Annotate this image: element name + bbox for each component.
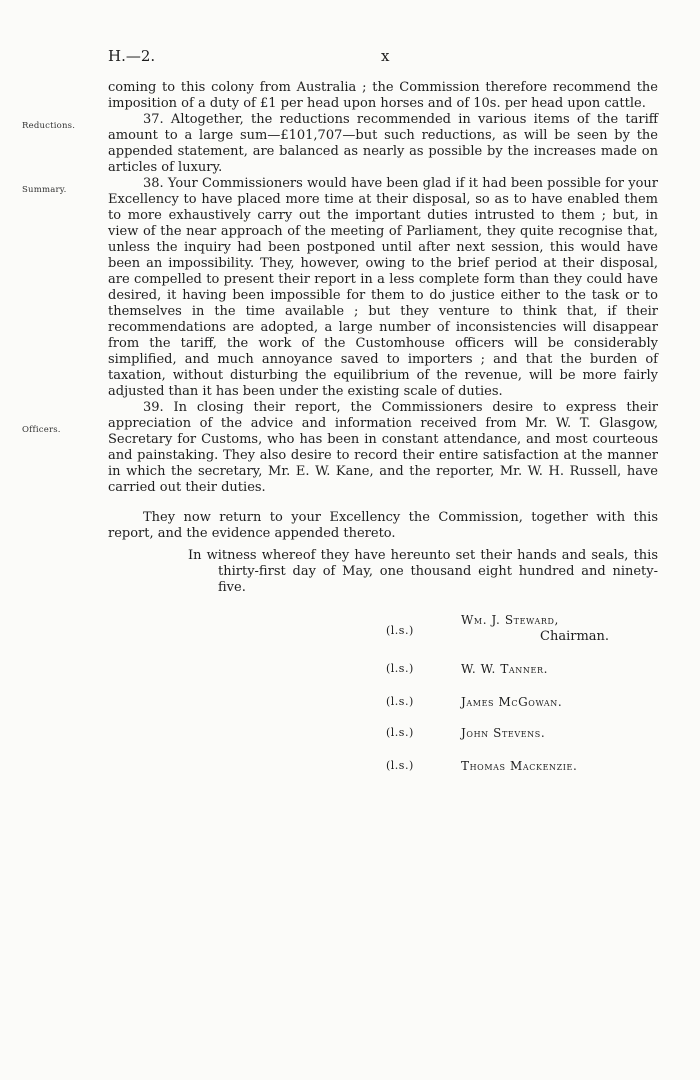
- witness-clause: [108, 548, 658, 596]
- margin-note-reductions: Reductions.: [22, 121, 76, 131]
- signatory-name: Wm. J. Steward,: [461, 613, 559, 627]
- margin-note-summary: Summary.: [22, 185, 67, 195]
- page-number: x: [381, 47, 390, 65]
- page-reference: H.—2.: [108, 47, 156, 65]
- chairman-title: Chairman.: [540, 629, 610, 644]
- seal-mark: (l.s.): [386, 695, 414, 708]
- paragraph-return: They now return to your Excellency the Commission, together with this report, and the evidence appended thereto.: [108, 510, 658, 541]
- report-body: [108, 80, 658, 542]
- signatory-name: John Stevens.: [461, 726, 546, 740]
- seal-mark: (l.s.): [386, 726, 414, 739]
- seal-mark: (l.s.): [386, 662, 414, 675]
- paragraph-39: 39. In closing their report, the Commissioners desire to express their appreciation of the advice and information received from Mr. W. T. Glasgow, Secretary for Customs, who has been in constant attendance, and most courteous and painstaking. They also desire to record their entire satisfaction at the manner in which the secretary, Mr. E. W. Kane, and the reporter, Mr. W. H. Russell, have carried out their duties.: [108, 400, 658, 495]
- seal-mark: (l.s.): [386, 759, 414, 772]
- paragraph-37: 37. Altogether, the reductions recommended in various items of the tariff amount to a large sum—£101,707—but such reductions, as will be seen by the appended statement, are balanced as nearly as possible by the increases made on articles of luxury.: [108, 112, 658, 175]
- signatory-name: W. W. Tanner.: [461, 662, 548, 676]
- paragraph-38: 38. Your Commissioners would have been glad if it had been possible for your Excellency to have placed more time at their disposal, so as to have enabled them to more exhaustively carry out the important duties intrusted to them ; but, in view of the near approach of the meeting of Parliament, they quite recognise that, unless the inquiry had been postponed until after next session, this would have been an impossibility. They, however, owing to the brief period at their disposal, are compelled to present their report in a less complete form than they could have desired, it having been impossible for them to do justice either to the task or to themselves in the time available ; but they venture to think that, if their recommendations are adopted, a large number of inconsistencies will disappear from the tariff, the work of the Customhouse officers will be considerably simplified, and much annoyance saved to importers ; and that the burden of taxation, without disturbing the equilibrium of the revenue, will be more fairly adjusted than it has been under the existing scale of duties.: [108, 176, 658, 399]
- seal-mark: (l.s.): [386, 624, 414, 637]
- margin-note-officers: Officers.: [22, 425, 61, 435]
- signatory-name: James McGowan.: [461, 695, 563, 709]
- paragraph-continuation: coming to this colony from Australia ; the Commission therefore recommend the imposition of a duty of £1 per head upon horses and of 10s. per head upon cattle.: [108, 80, 658, 111]
- paragraph-witness: In witness whereof they have hereunto set their hands and seals, this thirty-first day of May, one thousand eight hundred and ninety-five.: [188, 548, 658, 595]
- signatory-name: Thomas Mackenzie.: [461, 759, 578, 773]
